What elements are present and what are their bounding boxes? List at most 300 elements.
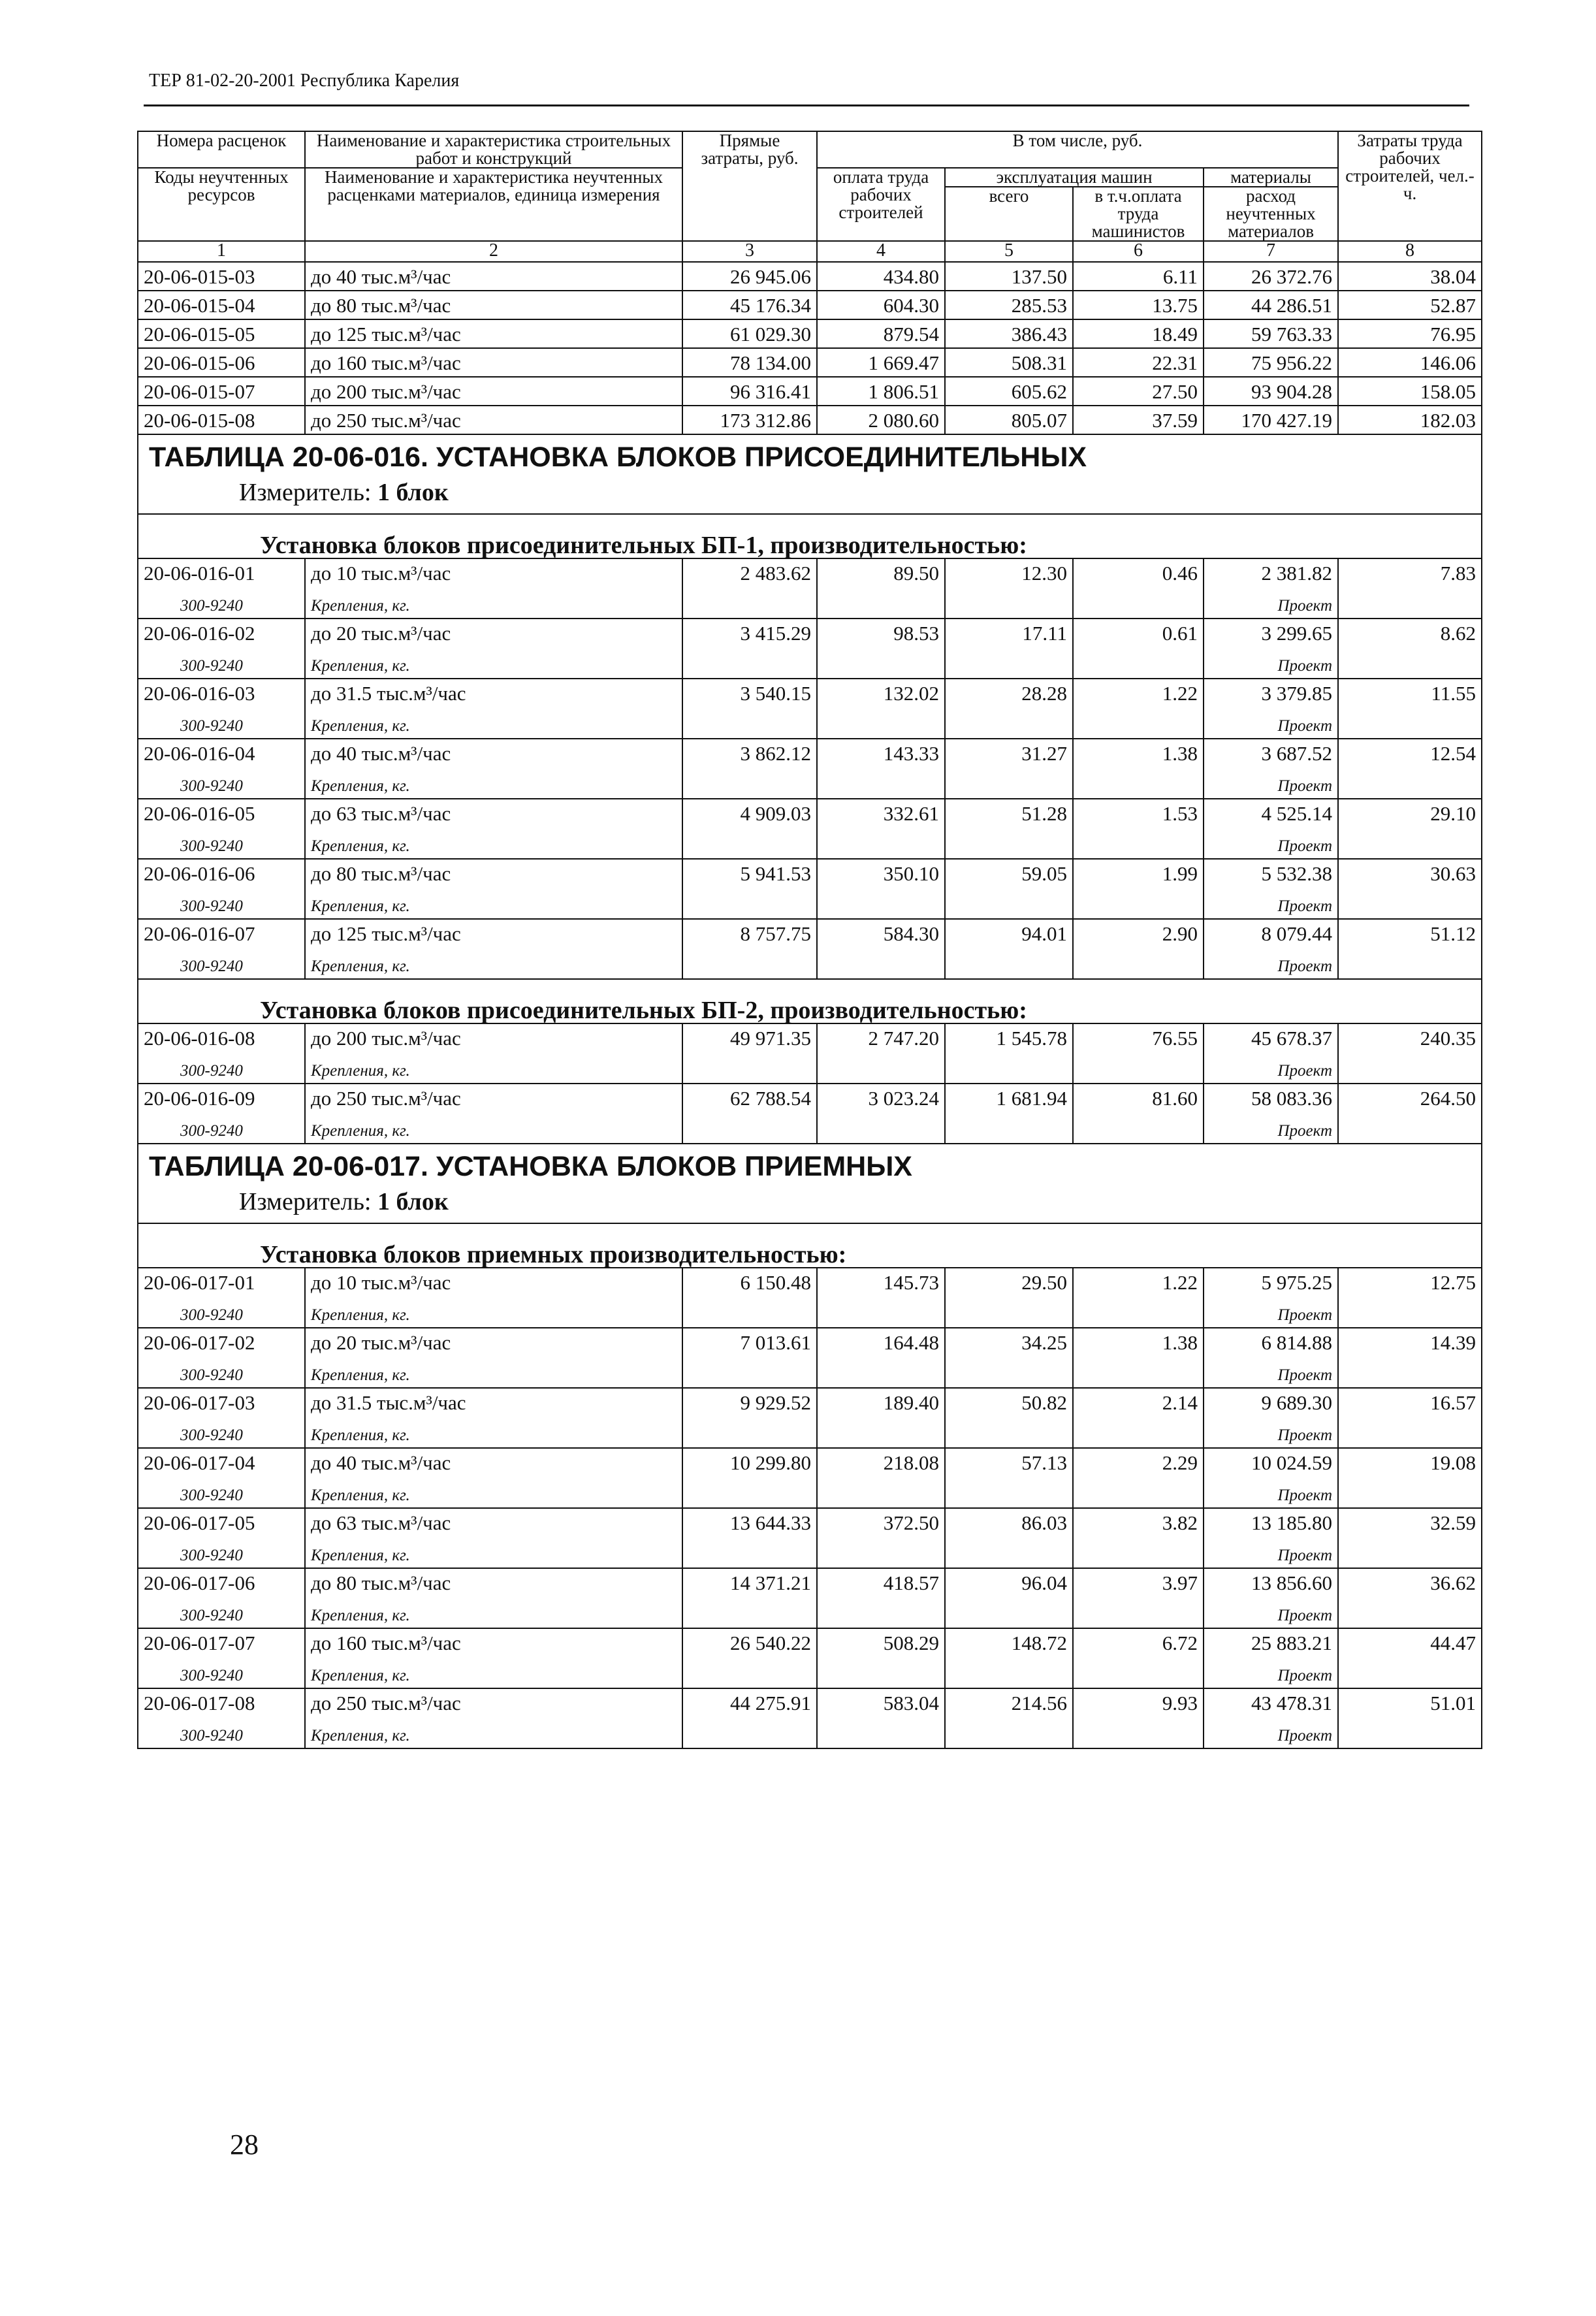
empty-cell — [682, 1423, 817, 1448]
resource-code: 300-9240 — [138, 653, 305, 679]
rate-code: 20-06-016-06 — [138, 859, 305, 893]
material-sub-row — [138, 954, 1482, 979]
rate-value-mach: 51.28 — [945, 799, 1073, 833]
rate-value-mach: 28.28 — [945, 679, 1073, 713]
empty-cell — [945, 1483, 1073, 1508]
header-work-name: Наименование и характеристика строительных работ и конструкций — [305, 131, 682, 168]
empty-cell — [945, 1543, 1073, 1568]
empty-cell — [945, 713, 1073, 739]
rate-code: 20-06-016-02 — [138, 619, 305, 653]
empty-cell — [682, 833, 817, 859]
rate-value-mat: 3 299.65 — [1204, 619, 1338, 653]
table-016-title-row — [138, 434, 1482, 472]
empty-cell — [682, 1603, 817, 1628]
resource-code: 300-9240 — [138, 1118, 305, 1144]
table-row — [138, 1023, 1482, 1058]
material-name: Крепления, кг. — [305, 1603, 682, 1628]
table-row — [138, 1508, 1482, 1543]
material-name: Крепления, кг. — [305, 1302, 682, 1328]
material-amount: Проект — [1204, 954, 1338, 979]
rate-value-pay: 332.61 — [817, 799, 945, 833]
empty-cell — [1338, 1723, 1482, 1748]
empty-cell — [817, 1483, 945, 1508]
empty-cell — [682, 1663, 817, 1688]
resource-code: 300-9240 — [138, 1483, 305, 1508]
empty-cell — [817, 653, 945, 679]
rate-value-mach_pay: 2.29 — [1073, 1448, 1204, 1483]
empty-cell — [817, 1302, 945, 1328]
measure-label: Измеритель: — [239, 479, 372, 506]
material-amount: Проект — [1204, 1603, 1338, 1628]
resource-code: 300-9240 — [138, 713, 305, 739]
empty-cell — [945, 1663, 1073, 1688]
material-name: Крепления, кг. — [305, 773, 682, 799]
rate-name: до 80 тыс.м³/час — [305, 1568, 682, 1603]
empty-cell — [1073, 1423, 1204, 1448]
empty-cell — [817, 773, 945, 799]
rate-value-mat: 44 286.51 — [1204, 291, 1338, 319]
empty-cell — [817, 1423, 945, 1448]
empty-cell — [1073, 893, 1204, 919]
material-amount: Проект — [1204, 1302, 1338, 1328]
rate-value-mach_pay: 9.93 — [1073, 1688, 1204, 1723]
table-row — [138, 406, 1482, 434]
empty-cell — [945, 1603, 1073, 1628]
rate-code: 20-06-016-04 — [138, 739, 305, 773]
rate-code: 20-06-016-09 — [138, 1084, 305, 1118]
column-number: 5 — [945, 241, 1073, 262]
rate-value-mat: 3 379.85 — [1204, 679, 1338, 713]
table-row — [138, 619, 1482, 653]
material-sub-row — [138, 1663, 1482, 1688]
material-amount: Проект — [1204, 1423, 1338, 1448]
material-amount: Проект — [1204, 713, 1338, 739]
table-row — [138, 1688, 1482, 1723]
empty-cell — [1338, 773, 1482, 799]
rate-value-pay: 1 669.47 — [817, 348, 945, 377]
rate-value-labor: 12.54 — [1338, 739, 1482, 773]
rate-value-pay: 418.57 — [817, 1568, 945, 1603]
table-row — [138, 377, 1482, 406]
rate-code: 20-06-016-05 — [138, 799, 305, 833]
rate-name: до 80 тыс.м³/час — [305, 859, 682, 893]
material-amount: Проект — [1204, 593, 1338, 619]
rate-value-labor: 8.62 — [1338, 619, 1482, 653]
section-bp2-label: Установка блоков присоединительных БП-2, производительностью: — [138, 979, 1482, 1023]
table-row — [138, 1628, 1482, 1663]
rate-value-mach: 34.25 — [945, 1328, 1073, 1362]
rate-value-mach_pay: 13.75 — [1073, 291, 1204, 319]
empty-cell — [945, 593, 1073, 619]
rate-value-pay: 604.30 — [817, 291, 945, 319]
rate-value-mat: 26 372.76 — [1204, 262, 1338, 291]
material-name: Крепления, кг. — [305, 893, 682, 919]
material-sub-row — [138, 1118, 1482, 1144]
rate-value-pay: 1 806.51 — [817, 377, 945, 406]
rate-value-direct: 13 644.33 — [682, 1508, 817, 1543]
material-amount: Проект — [1204, 653, 1338, 679]
rate-value-labor: 30.63 — [1338, 859, 1482, 893]
table-row — [138, 1328, 1482, 1362]
rate-value-mach: 57.13 — [945, 1448, 1073, 1483]
empty-cell — [1073, 1603, 1204, 1628]
rate-value-mach_pay: 1.22 — [1073, 1268, 1204, 1302]
empty-cell — [1073, 773, 1204, 799]
rate-value-pay: 218.08 — [817, 1448, 945, 1483]
column-number: 6 — [1073, 241, 1204, 262]
empty-cell — [1338, 1543, 1482, 1568]
rate-value-direct: 9 929.52 — [682, 1388, 817, 1423]
rate-value-mach: 31.27 — [945, 739, 1073, 773]
header-in-total: В том числе, руб. — [817, 131, 1338, 168]
rate-value-mat: 25 883.21 — [1204, 1628, 1338, 1663]
rate-value-direct: 14 371.21 — [682, 1568, 817, 1603]
rate-value-mat: 13 185.80 — [1204, 1508, 1338, 1543]
empty-cell — [817, 1723, 945, 1748]
rate-name: до 250 тыс.м³/час — [305, 1688, 682, 1723]
empty-cell — [1073, 1362, 1204, 1388]
material-name: Крепления, кг. — [305, 1423, 682, 1448]
material-amount: Проект — [1204, 1362, 1338, 1388]
rate-value-direct: 44 275.91 — [682, 1688, 817, 1723]
empty-cell — [817, 954, 945, 979]
material-name: Крепления, кг. — [305, 1483, 682, 1508]
rate-value-labor: 146.06 — [1338, 348, 1482, 377]
rate-value-pay: 2 747.20 — [817, 1023, 945, 1058]
rate-value-mat: 6 814.88 — [1204, 1328, 1338, 1362]
rate-value-pay: 132.02 — [817, 679, 945, 713]
empty-cell — [945, 1058, 1073, 1084]
resource-code: 300-9240 — [138, 954, 305, 979]
material-sub-row — [138, 1302, 1482, 1328]
empty-cell — [1073, 833, 1204, 859]
rates-table — [137, 131, 1482, 1749]
empty-cell — [1338, 893, 1482, 919]
resource-code: 300-9240 — [138, 1543, 305, 1568]
empty-cell — [817, 1543, 945, 1568]
material-amount: Проект — [1204, 1118, 1338, 1144]
material-amount: Проект — [1204, 1058, 1338, 1084]
rate-value-labor: 240.35 — [1338, 1023, 1482, 1058]
rate-value-pay: 3 023.24 — [817, 1084, 945, 1118]
material-sub-row — [138, 1483, 1482, 1508]
rate-name: до 40 тыс.м³/час — [305, 262, 682, 291]
rate-value-labor: 32.59 — [1338, 1508, 1482, 1543]
material-amount: Проект — [1204, 1543, 1338, 1568]
rate-code: 20-06-017-04 — [138, 1448, 305, 1483]
rate-name: до 160 тыс.м³/час — [305, 348, 682, 377]
header-pay: оплата труда рабочих строителей — [817, 168, 945, 241]
rate-value-mach: 96.04 — [945, 1568, 1073, 1603]
empty-cell — [682, 713, 817, 739]
empty-cell — [682, 1118, 817, 1144]
rate-value-labor: 36.62 — [1338, 1568, 1482, 1603]
rate-name: до 40 тыс.м³/час — [305, 1448, 682, 1483]
empty-cell — [682, 1058, 817, 1084]
rate-value-direct: 10 299.80 — [682, 1448, 817, 1483]
column-number: 2 — [305, 241, 682, 262]
rate-name: до 80 тыс.м³/час — [305, 291, 682, 319]
rate-value-mat: 8 079.44 — [1204, 919, 1338, 954]
rate-value-mach_pay: 0.61 — [1073, 619, 1204, 653]
rate-code: 20-06-016-08 — [138, 1023, 305, 1058]
rate-value-mach: 214.56 — [945, 1688, 1073, 1723]
rate-value-mach_pay: 22.31 — [1073, 348, 1204, 377]
rate-value-pay: 584.30 — [817, 919, 945, 954]
empty-cell — [1338, 713, 1482, 739]
header-machines-pay: в т.ч.оплата труда машинистов — [1073, 187, 1204, 241]
table-row — [138, 348, 1482, 377]
empty-cell — [817, 1362, 945, 1388]
material-amount: Проект — [1204, 833, 1338, 859]
resource-code: 300-9240 — [138, 1302, 305, 1328]
rate-value-mach_pay: 1.38 — [1073, 739, 1204, 773]
material-sub-row — [138, 713, 1482, 739]
empty-cell — [1073, 593, 1204, 619]
table-row — [138, 799, 1482, 833]
header-direct-costs: Прямые затраты, руб. — [682, 131, 817, 241]
resource-code: 300-9240 — [138, 1362, 305, 1388]
section-receiving — [138, 1223, 1482, 1268]
rate-code: 20-06-015-08 — [138, 406, 305, 434]
table-row — [138, 1568, 1482, 1603]
rate-name: до 200 тыс.м³/час — [305, 1023, 682, 1058]
material-amount: Проект — [1204, 773, 1338, 799]
empty-cell — [1073, 653, 1204, 679]
rate-value-mat: 93 904.28 — [1204, 377, 1338, 406]
empty-cell — [945, 653, 1073, 679]
material-name: Крепления, кг. — [305, 1543, 682, 1568]
empty-cell — [817, 1603, 945, 1628]
empty-cell — [682, 773, 817, 799]
rate-value-mach_pay: 18.49 — [1073, 319, 1204, 348]
empty-cell — [682, 593, 817, 619]
rate-value-mach_pay: 1.22 — [1073, 679, 1204, 713]
table-row — [138, 1388, 1482, 1423]
rate-value-direct: 26 945.06 — [682, 262, 817, 291]
header-machines: эксплуатация машин — [945, 168, 1204, 187]
rate-code: 20-06-015-03 — [138, 262, 305, 291]
resource-code: 300-9240 — [138, 1603, 305, 1628]
header-resource-codes: Коды неучтенных ресурсов — [138, 168, 305, 241]
table-017-measure — [138, 1181, 1482, 1223]
table-row — [138, 679, 1482, 713]
rate-value-direct: 61 029.30 — [682, 319, 817, 348]
rate-value-mach_pay: 3.97 — [1073, 1568, 1204, 1603]
rate-value-labor: 16.57 — [1338, 1388, 1482, 1423]
rate-value-mach: 285.53 — [945, 291, 1073, 319]
header-machines-total: всего — [945, 187, 1073, 241]
table-row — [138, 739, 1482, 773]
rate-value-labor: 14.39 — [1338, 1328, 1482, 1362]
empty-cell — [1073, 1302, 1204, 1328]
material-sub-row — [138, 1423, 1482, 1448]
empty-cell — [1073, 1058, 1204, 1084]
section-bp1 — [138, 514, 1482, 558]
empty-cell — [1338, 1302, 1482, 1328]
rate-value-mat: 9 689.30 — [1204, 1388, 1338, 1423]
material-name: Крепления, кг. — [305, 713, 682, 739]
rate-code: 20-06-017-06 — [138, 1568, 305, 1603]
rate-value-mat: 4 525.14 — [1204, 799, 1338, 833]
rate-code: 20-06-016-07 — [138, 919, 305, 954]
rate-value-labor: 182.03 — [1338, 406, 1482, 434]
resource-code: 300-9240 — [138, 1663, 305, 1688]
rate-value-direct: 96 316.41 — [682, 377, 817, 406]
column-number: 1 — [138, 241, 305, 262]
empty-cell — [1338, 1663, 1482, 1688]
empty-cell — [1073, 1118, 1204, 1144]
empty-cell — [945, 1362, 1073, 1388]
rate-name: до 200 тыс.м³/час — [305, 377, 682, 406]
rate-value-direct: 4 909.03 — [682, 799, 817, 833]
resource-code: 300-9240 — [138, 893, 305, 919]
rate-code: 20-06-015-04 — [138, 291, 305, 319]
empty-cell — [1073, 1483, 1204, 1508]
empty-cell — [1338, 1058, 1482, 1084]
rate-value-mach_pay: 6.11 — [1073, 262, 1204, 291]
rate-name: до 160 тыс.м³/час — [305, 1628, 682, 1663]
empty-cell — [682, 893, 817, 919]
material-amount: Проект — [1204, 1723, 1338, 1748]
material-sub-row — [138, 1723, 1482, 1748]
header-rule — [144, 105, 1469, 106]
table-row — [138, 1084, 1482, 1118]
material-name: Крепления, кг. — [305, 1058, 682, 1084]
resource-code: 300-9240 — [138, 1423, 305, 1448]
column-number: 4 — [817, 241, 945, 262]
header-materials-unaccounted: расход неучтенных материалов — [1204, 187, 1338, 241]
rate-value-direct: 3 862.12 — [682, 739, 817, 773]
rate-value-mach_pay: 6.72 — [1073, 1628, 1204, 1663]
rate-value-mach_pay: 1.99 — [1073, 859, 1204, 893]
empty-cell — [682, 1543, 817, 1568]
rate-value-mat: 75 956.22 — [1204, 348, 1338, 377]
rate-value-mach: 1 545.78 — [945, 1023, 1073, 1058]
table-016-measure-row — [138, 472, 1482, 514]
rate-value-direct: 8 757.75 — [682, 919, 817, 954]
empty-cell — [1073, 1543, 1204, 1568]
rate-value-labor: 11.55 — [1338, 679, 1482, 713]
column-number: 8 — [1338, 241, 1482, 262]
rate-value-pay: 350.10 — [817, 859, 945, 893]
rate-name: до 31.5 тыс.м³/час — [305, 679, 682, 713]
rate-value-mach_pay: 27.50 — [1073, 377, 1204, 406]
empty-cell — [682, 1362, 817, 1388]
measure-label: Измеритель: — [239, 1188, 372, 1215]
rate-name: до 40 тыс.м³/час — [305, 739, 682, 773]
rate-value-direct: 2 483.62 — [682, 558, 817, 593]
empty-cell — [682, 954, 817, 979]
rate-value-mach: 29.50 — [945, 1268, 1073, 1302]
header-row-1 — [138, 131, 1482, 168]
rate-value-pay: 189.40 — [817, 1388, 945, 1423]
rate-value-mach_pay: 2.14 — [1073, 1388, 1204, 1423]
material-sub-row — [138, 1058, 1482, 1084]
rate-name: до 125 тыс.м³/час — [305, 319, 682, 348]
material-name: Крепления, кг. — [305, 1362, 682, 1388]
empty-cell — [1338, 593, 1482, 619]
rate-name: до 20 тыс.м³/час — [305, 1328, 682, 1362]
rate-code: 20-06-017-02 — [138, 1328, 305, 1362]
table-row — [138, 291, 1482, 319]
empty-cell — [1338, 1118, 1482, 1144]
empty-cell — [817, 893, 945, 919]
rate-value-direct: 45 176.34 — [682, 291, 817, 319]
material-name: Крепления, кг. — [305, 1663, 682, 1688]
material-sub-row — [138, 893, 1482, 919]
rate-value-labor: 158.05 — [1338, 377, 1482, 406]
table-017-title-row — [138, 1144, 1482, 1181]
rate-value-labor: 76.95 — [1338, 319, 1482, 348]
empty-cell — [817, 593, 945, 619]
empty-cell — [817, 1663, 945, 1688]
rate-value-labor: 19.08 — [1338, 1448, 1482, 1483]
rate-value-mat: 170 427.19 — [1204, 406, 1338, 434]
rate-code: 20-06-015-05 — [138, 319, 305, 348]
resource-code: 300-9240 — [138, 1723, 305, 1748]
resource-code: 300-9240 — [138, 833, 305, 859]
material-sub-row — [138, 593, 1482, 619]
rate-value-mat: 58 083.36 — [1204, 1084, 1338, 1118]
rate-name: до 20 тыс.м³/час — [305, 619, 682, 653]
rate-value-direct: 173 312.86 — [682, 406, 817, 434]
measure-value: 1 блок — [377, 1188, 449, 1215]
rate-code: 20-06-016-01 — [138, 558, 305, 593]
rate-value-pay: 879.54 — [817, 319, 945, 348]
empty-cell — [945, 773, 1073, 799]
rate-value-mach: 17.11 — [945, 619, 1073, 653]
empty-cell — [682, 1723, 817, 1748]
page-header: ТЕР 81-02-20-2001 Республика Карелия — [149, 71, 460, 91]
resource-code: 300-9240 — [138, 1058, 305, 1084]
table-row — [138, 919, 1482, 954]
page-number: 28 — [230, 2129, 259, 2161]
material-name: Крепления, кг. — [305, 954, 682, 979]
rate-value-pay: 372.50 — [817, 1508, 945, 1543]
table-017-measure-row — [138, 1181, 1482, 1223]
material-name: Крепления, кг. — [305, 833, 682, 859]
rate-value-pay: 164.48 — [817, 1328, 945, 1362]
rate-value-pay: 98.53 — [817, 619, 945, 653]
empty-cell — [945, 833, 1073, 859]
material-sub-row — [138, 1362, 1482, 1388]
material-amount: Проект — [1204, 1483, 1338, 1508]
rate-value-mach: 137.50 — [945, 262, 1073, 291]
rate-value-pay: 145.73 — [817, 1268, 945, 1302]
resource-code: 300-9240 — [138, 593, 305, 619]
rate-name: до 10 тыс.м³/час — [305, 1268, 682, 1302]
table-016-title: ТАБЛИЦА 20-06-016. УСТАНОВКА БЛОКОВ ПРИСОЕДИНИТЕЛЬНЫХ — [138, 434, 1482, 472]
rate-value-labor: 51.01 — [1338, 1688, 1482, 1723]
rate-value-mach: 50.82 — [945, 1388, 1073, 1423]
rate-code: 20-06-017-08 — [138, 1688, 305, 1723]
empty-cell — [945, 1302, 1073, 1328]
rate-value-mach: 508.31 — [945, 348, 1073, 377]
empty-cell — [1338, 833, 1482, 859]
rate-value-labor: 38.04 — [1338, 262, 1482, 291]
rate-value-mach: 86.03 — [945, 1508, 1073, 1543]
measure-value: 1 блок — [377, 479, 449, 506]
rate-value-labor: 12.75 — [1338, 1268, 1482, 1302]
section-bp1-label: Установка блоков присоединительных БП-1, производительностью: — [138, 514, 1482, 558]
empty-cell — [1073, 713, 1204, 739]
rate-value-pay: 434.80 — [817, 262, 945, 291]
empty-cell — [1073, 1723, 1204, 1748]
empty-cell — [1338, 1362, 1482, 1388]
rate-value-mach: 1 681.94 — [945, 1084, 1073, 1118]
rate-value-direct: 3 415.29 — [682, 619, 817, 653]
